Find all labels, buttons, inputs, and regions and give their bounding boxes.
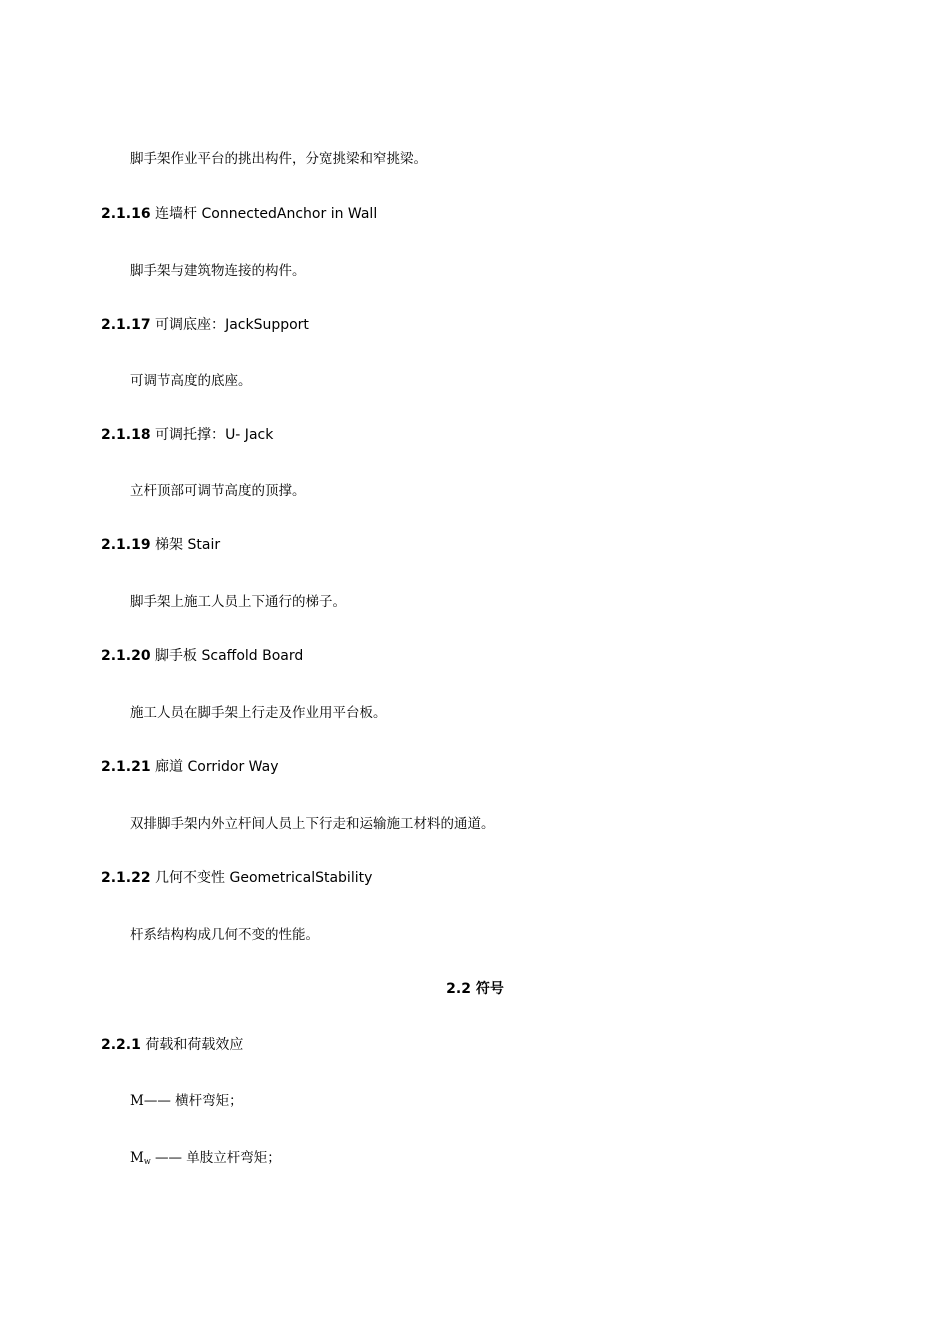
subsection-heading bbox=[101, 1036, 243, 1054]
subsection-title: 荷载和荷载效应 bbox=[140, 1037, 244, 1053]
term-chinese: 脚手板 bbox=[150, 648, 202, 664]
definition-text: 双排脚手架内外立杆间人员上下行走和运输施工材料的通道。 bbox=[130, 816, 495, 832]
definition-text: 脚手架作业平台的挑出构件，分宽挑梁和窄挑梁。 bbox=[130, 151, 427, 167]
symbol-description: —— 横杆弯矩； bbox=[143, 1093, 243, 1109]
term-number: 2.1.21 bbox=[101, 759, 151, 775]
term-english: Corridor Way bbox=[187, 759, 279, 775]
term-heading bbox=[101, 536, 220, 554]
section-heading: 2.2 符号 bbox=[446, 981, 504, 997]
term-chinese: 几何不变性 bbox=[150, 870, 230, 886]
term-heading bbox=[101, 426, 273, 444]
term-heading bbox=[101, 647, 303, 665]
term-english: U- Jack bbox=[225, 427, 274, 443]
term-heading bbox=[101, 316, 309, 334]
term-chinese: 廊道 bbox=[150, 759, 188, 775]
term-heading bbox=[101, 205, 377, 223]
term-chinese: 可调托撑： bbox=[150, 427, 226, 443]
term-number: 2.1.17 bbox=[101, 317, 151, 333]
symbol-entry bbox=[130, 1149, 281, 1171]
term-number: 2.1.20 bbox=[101, 648, 151, 664]
definition-text: 施工人员在脚手架上行走及作业用平台板。 bbox=[130, 705, 387, 721]
term-heading bbox=[101, 869, 372, 887]
symbol-description: —— 单肢立杆弯矩； bbox=[150, 1150, 281, 1166]
term-number: 2.1.18 bbox=[101, 427, 151, 443]
symbol-subscript: w bbox=[143, 1157, 151, 1166]
term-english: JackSupport bbox=[225, 317, 309, 333]
term-english: Scaffold Board bbox=[201, 648, 304, 664]
subsection-number: 2.2.1 bbox=[101, 1037, 141, 1053]
term-english: ConnectedAnchor in Wall bbox=[201, 206, 378, 222]
symbol: M bbox=[130, 1150, 144, 1166]
term-number: 2.1.16 bbox=[101, 206, 151, 222]
term-chinese: 梯架 bbox=[150, 537, 188, 553]
definition-text: 立杆顶部可调节高度的顶撑。 bbox=[130, 483, 306, 499]
term-chinese: 连墙杆 bbox=[150, 206, 202, 222]
definition-text: 可调节高度的底座。 bbox=[130, 373, 252, 389]
term-english: GeometricalStability bbox=[229, 870, 373, 886]
definition-text: 杆系结构构成几何不变的性能。 bbox=[130, 927, 319, 943]
definition-text: 脚手架上施工人员上下通行的梯子。 bbox=[130, 594, 346, 610]
term-number: 2.1.19 bbox=[101, 537, 151, 553]
term-heading bbox=[101, 758, 278, 776]
term-english: Stair bbox=[187, 537, 221, 553]
definition-text: 脚手架与建筑物连接的构件。 bbox=[130, 263, 306, 279]
symbol-entry bbox=[130, 1092, 243, 1110]
term-number: 2.1.22 bbox=[101, 870, 151, 886]
term-chinese: 可调底座： bbox=[150, 317, 226, 333]
symbol: M bbox=[130, 1093, 144, 1109]
